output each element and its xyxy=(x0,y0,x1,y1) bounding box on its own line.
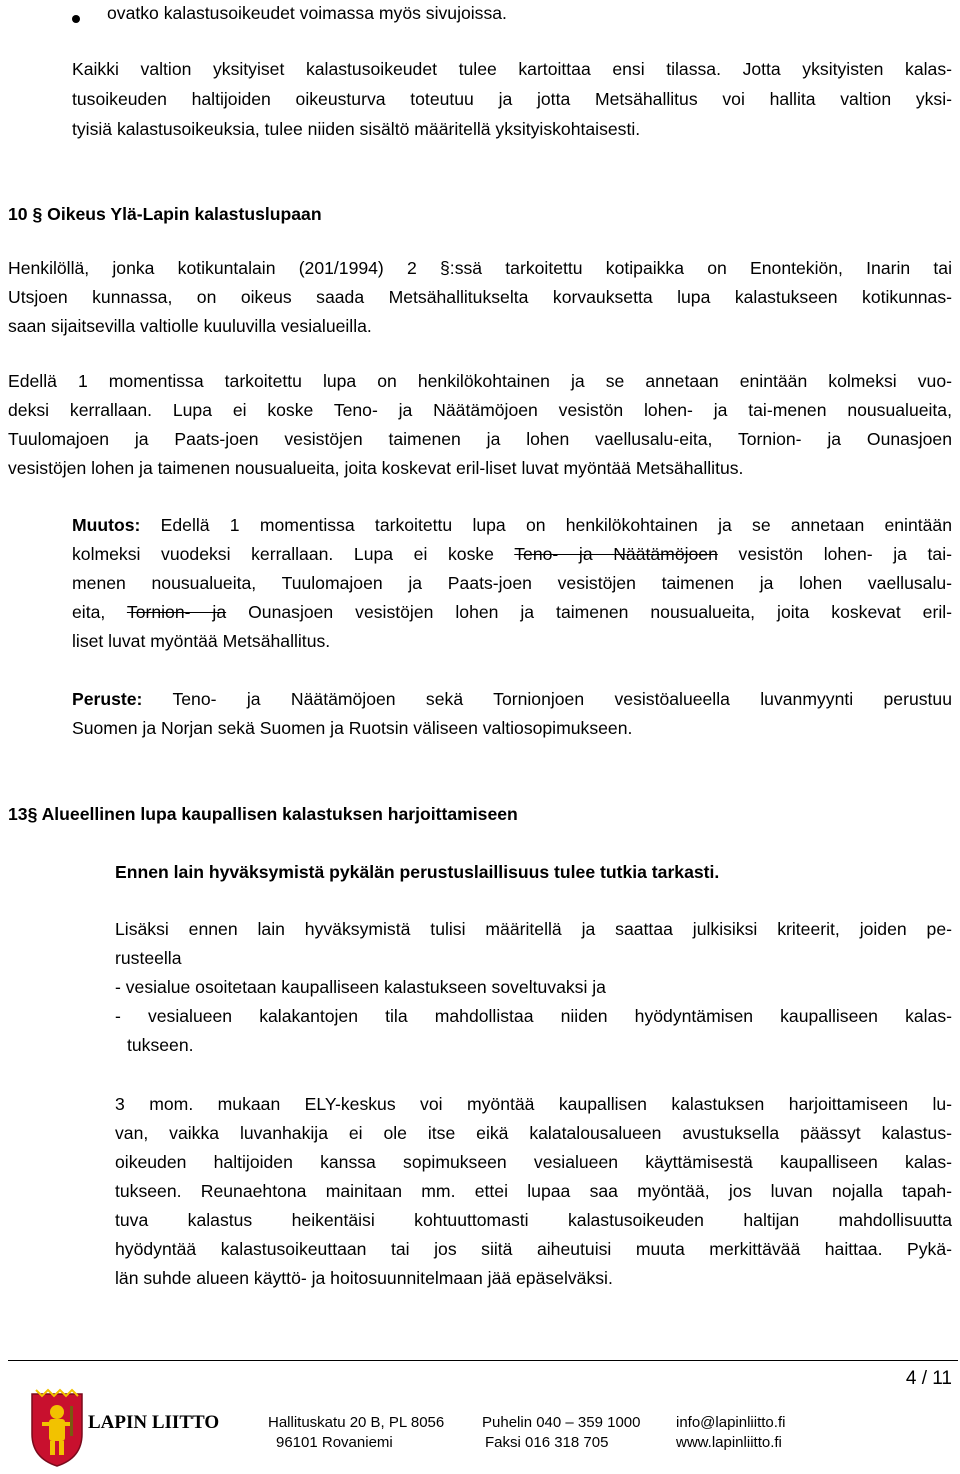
section-13-paragraph-1 xyxy=(115,918,952,1058)
text-segment: eita, xyxy=(72,602,127,622)
text-line: län suhde alueen käyttö- ja hoitosuunnitelmaan jää epäselväksi. xyxy=(115,1268,613,1288)
text-line: hyödyntää kalastusoikeuttaan tai jos siitä aiheutuisi muuta merkittävää haittaa. Pykä- xyxy=(115,1239,952,1259)
bullet-dot-icon xyxy=(72,15,80,23)
section-10-paragraph-2 xyxy=(8,370,952,490)
peruste-block xyxy=(72,688,952,748)
footer-phone: Puhelin 040 – 359 1000 xyxy=(482,1414,641,1431)
text-segment: Ounasjoen vesistöjen lohen ja taimenen nousualueita, joita koskevat eril- xyxy=(226,602,952,622)
text-line: van, vaikka luvanhakija ei ole itse eikä kalatalousalueen avustuksella päässyt kalastus- xyxy=(115,1123,952,1143)
footer-address-1: Hallituskatu 20 B, PL 8056 xyxy=(268,1414,445,1431)
section-10-heading: 10 § Oikeus Ylä-Lapin kalastuslupaan xyxy=(8,204,322,224)
section-13-bold-statement: Ennen lain hyväksymistä pykälän perustuslaillisuus tulee tutkia tarkasti. xyxy=(115,862,720,882)
text-segment: Teno- ja Näätämöjoen sekä Tornionjoen vesistöalueella luvanmyynti perustuu xyxy=(172,689,952,709)
text-line: tyisiä kalastusoikeuksia, tulee niiden sisältö määritellä yksityiskohtaisesti. xyxy=(72,119,641,139)
footer-divider xyxy=(8,1360,958,1361)
intro-paragraph xyxy=(72,58,952,148)
text-line: tusoikeuden haltijoiden oikeusturva toteutuu ja jotta Metsähallitus voi hallita valtion yksi- xyxy=(72,89,952,109)
text-line: saan sijaitsevilla valtiolle kuuluvilla vesialueilla. xyxy=(8,316,372,336)
footer-web-link[interactable]: www.lapinliitto.fi xyxy=(676,1434,782,1451)
footer-address-2: 96101 Rovaniemi xyxy=(276,1434,393,1451)
list-item: - vesialueen kalakantojen tila mahdollistaa niiden hyödyntämisen kaupalliseen kalas- xyxy=(115,1006,952,1026)
muutos-label: Muutos: xyxy=(72,515,141,535)
text-line: tukseen. Reunaehtona mainitaan mm. ettei lupaa saa myöntää, jos luvan nojalla tapah- xyxy=(115,1181,952,1201)
text-line: Kaikki valtion yksityiset kalastusoikeudet tulee kartoittaa ensi tilassa. Jotta yksityisten kalas- xyxy=(72,59,952,79)
text-line: Suomen ja Norjan sekä Suomen ja Ruotsin väliseen valtiosopimukseen. xyxy=(72,718,633,738)
list-item: - vesialue osoitetaan kaupalliseen kalastukseen soveltuvaksi ja xyxy=(115,977,606,997)
coat-of-arms-logo-icon xyxy=(28,1388,86,1468)
text-line: Utsjoen kunnassa, on oikeus saada Metsähallitukselta korvauksetta lupa kalastukseen kotikunnas- xyxy=(8,287,952,307)
text-line: vesistöjen lohen ja taimenen nousualueita, joita koskevat eril-liset luvat myöntää Metsähallitus. xyxy=(8,458,744,478)
peruste-label: Peruste: xyxy=(72,689,143,709)
section-13-heading: 13§ Alueellinen lupa kaupallisen kalastuksen harjoittamiseen xyxy=(8,804,518,824)
text-line: 3 mom. mukaan ELY-keskus voi myöntää kaupallisen kalastuksen harjoittamiseen lu- xyxy=(115,1094,952,1114)
footer-email-link[interactable]: info@lapinliitto.fi xyxy=(676,1414,786,1431)
bullet-text: ovatko kalastusoikeudet voimassa myös sivujoissa. xyxy=(107,3,507,23)
footer-fax: Faksi 016 318 705 xyxy=(485,1434,609,1451)
org-name: LAPIN LIITTO xyxy=(88,1412,220,1433)
text-line: Edellä 1 momentissa tarkoitettu lupa on henkilökohtainen ja se annetaan enintään kolmeksi vuo- xyxy=(8,371,952,391)
text-line: rusteella xyxy=(115,948,182,968)
text-line: Tuulomajoen ja Paats-joen vesistöjen taimenen ja lohen vaellusalu-eita, Tornion- ja Ounasjoen xyxy=(8,429,952,449)
muutos-block xyxy=(72,514,952,664)
page-number: 4 / 11 xyxy=(905,1368,952,1389)
text-segment: Edellä 1 momentissa tarkoitettu lupa on henkilökohtainen ja se annetaan enintään xyxy=(160,515,952,535)
text-line xyxy=(72,601,952,623)
text-segment: vesistön lohen- ja tai- xyxy=(717,544,952,564)
text-line: Henkilöllä, jonka kotikuntalain (201/1994) 2 §:ssä tarkoitettu kotipaikka on Enontekiön, Inarin tai xyxy=(8,258,952,278)
bullet-item xyxy=(0,2,960,28)
text-line: oikeuden haltijoiden kanssa sopimukseen vesialueen käyttämisestä kaupalliseen kalas- xyxy=(115,1152,952,1172)
section-10-paragraph-1 xyxy=(8,257,952,347)
text-line xyxy=(72,543,952,565)
text-line: liset luvat myöntää Metsähallitus. xyxy=(72,631,331,651)
list-item-continuation: tukseen. xyxy=(127,1035,194,1055)
struck-text: Teno- ja Näätämöjoen xyxy=(514,544,718,564)
text-line xyxy=(72,688,952,710)
section-13-paragraph-2 xyxy=(115,1093,952,1293)
text-segment: kolmeksi vuodeksi kerrallaan. Lupa ei koske xyxy=(72,544,515,564)
text-line xyxy=(72,514,952,536)
text-line: tuva kalastus heikentäisi kohtuuttomasti kalastusoikeuden haltijan mahdollisuutta xyxy=(115,1210,952,1230)
text-line: deksi kerrallaan. Lupa ei koske Teno- ja Näätämöjoen vesistön lohen- ja tai-menen nousualueita, xyxy=(8,400,952,420)
text-line: Lisäksi ennen lain hyväksymistä tulisi määritellä ja saattaa julkisiksi kriteerit, joiden pe- xyxy=(115,919,952,939)
struck-text: Tornion- ja xyxy=(126,602,227,622)
text-line: menen nousualueita, Tuulomajoen ja Paats-joen vesistöjen taimenen ja lohen vaellusalu- xyxy=(72,573,952,593)
